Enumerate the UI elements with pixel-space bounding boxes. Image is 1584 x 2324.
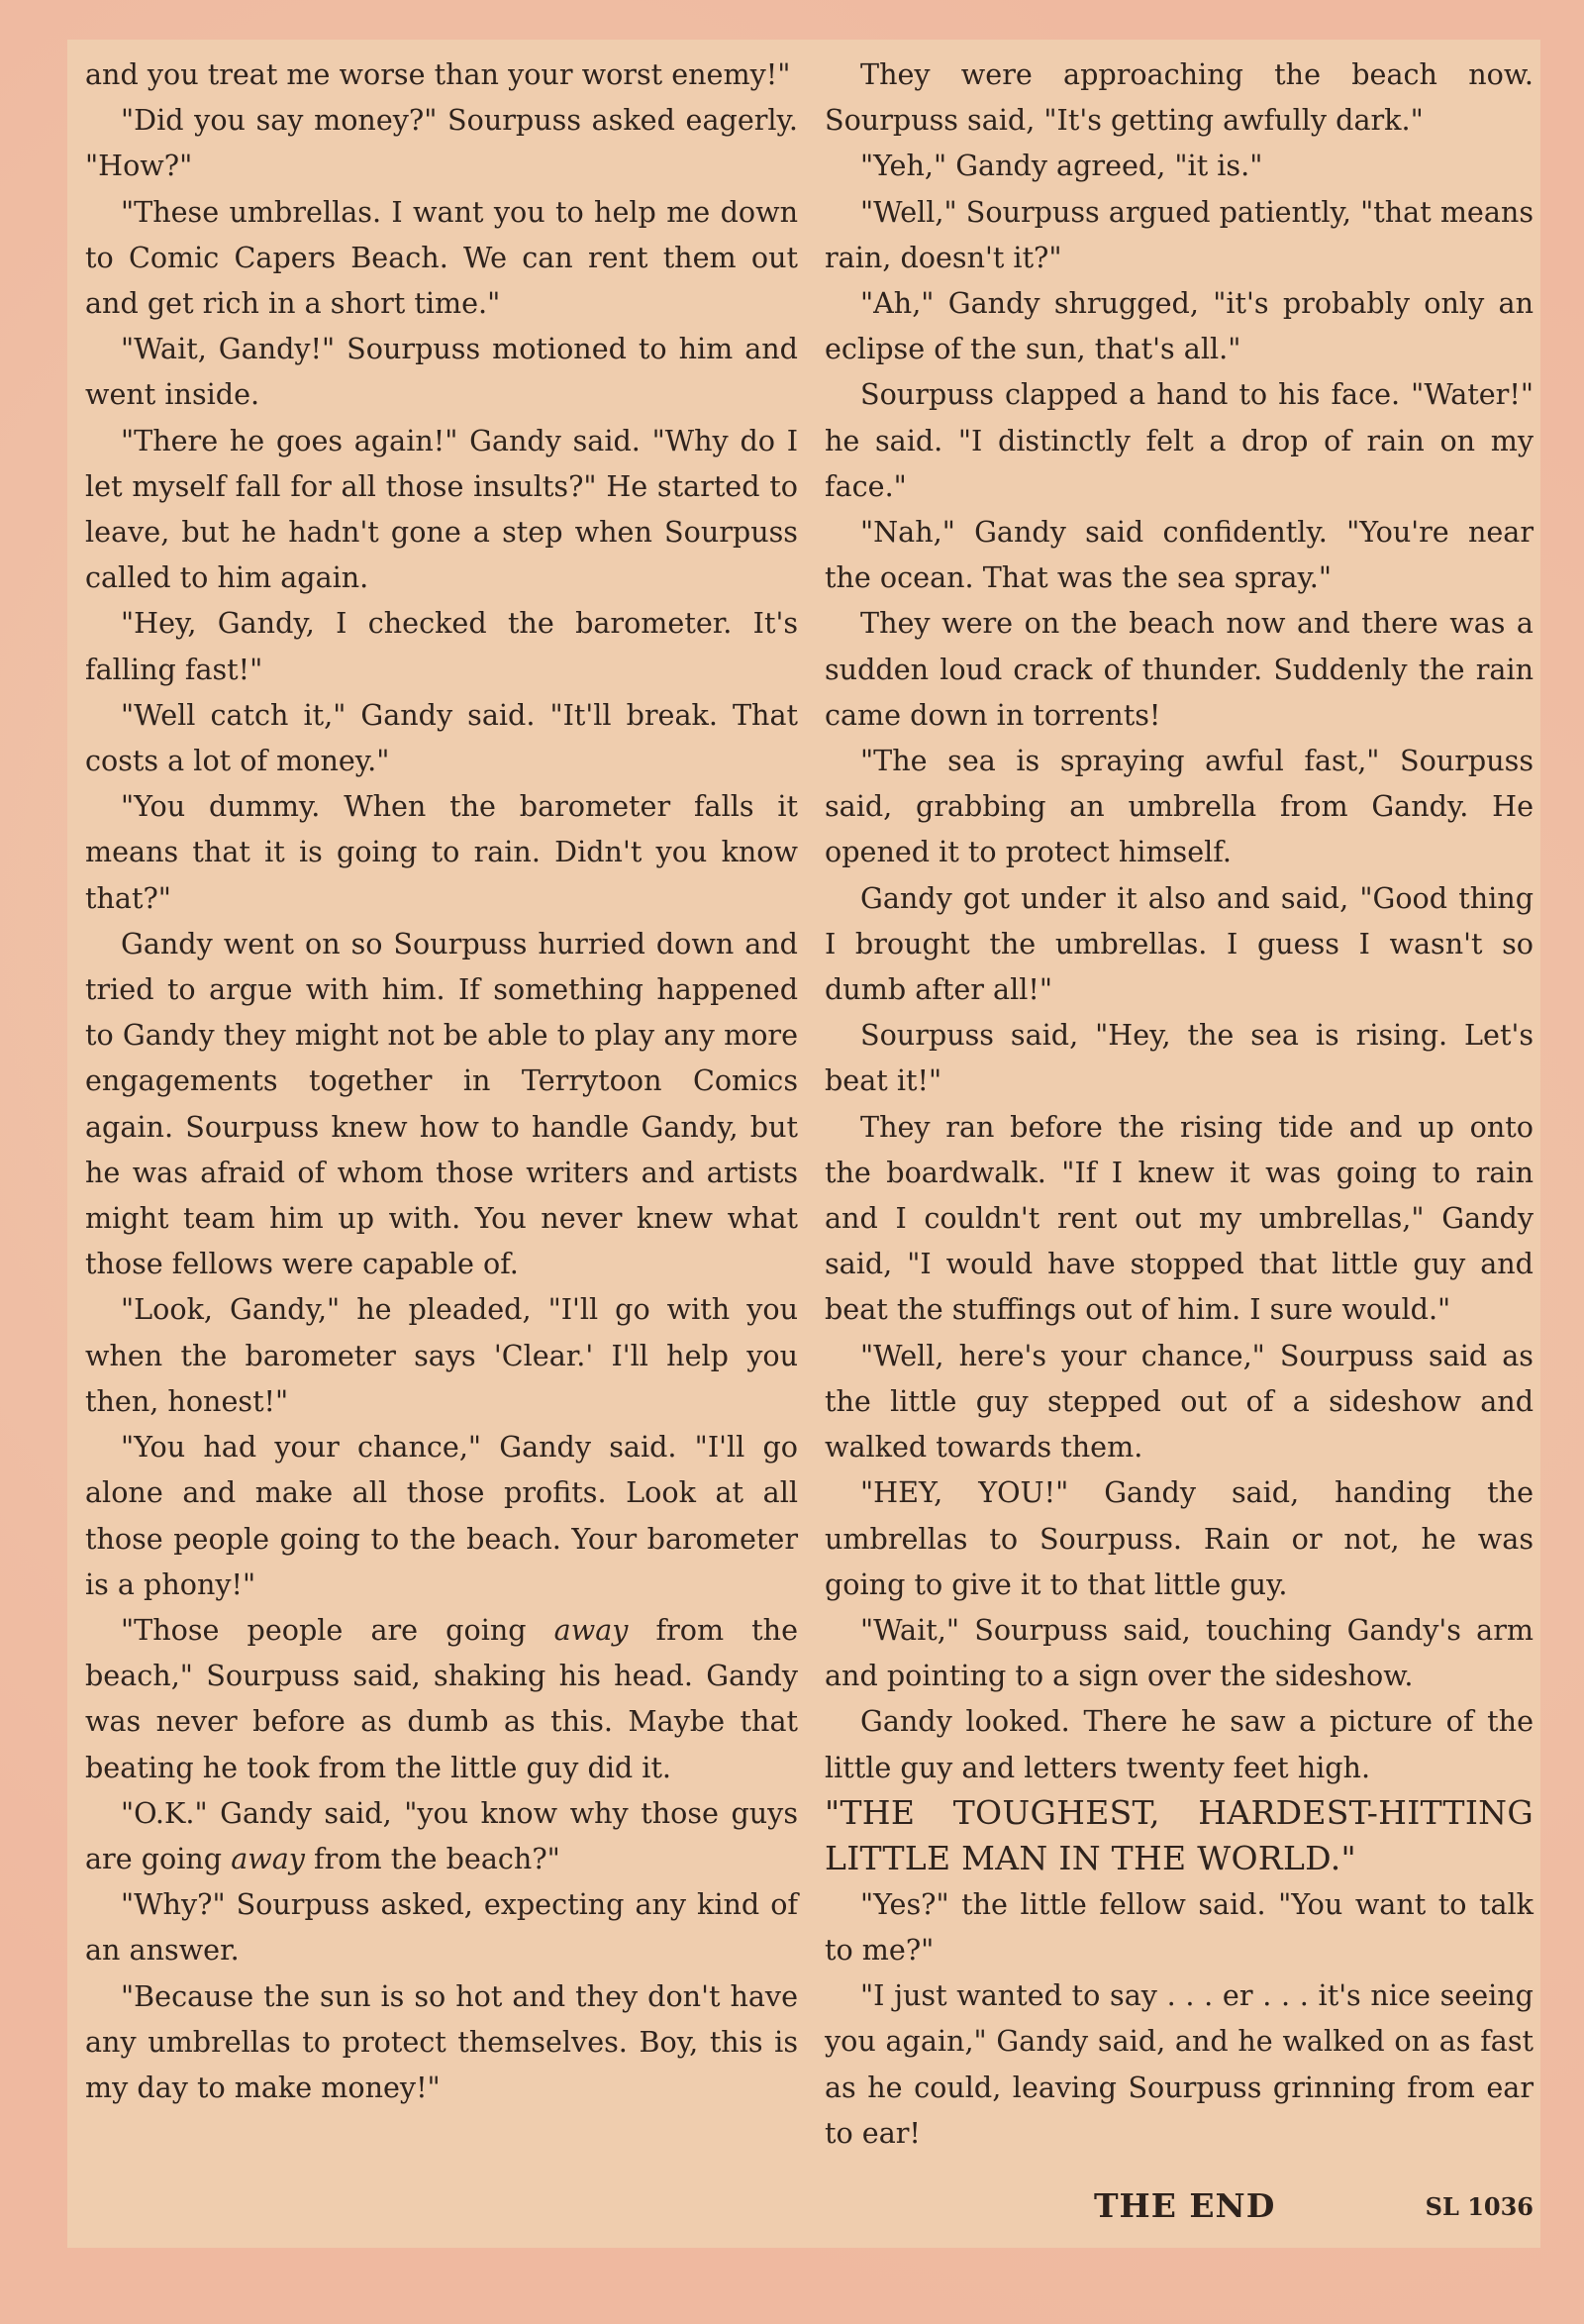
paragraph: and you treat me worse than your worst enemy!" [85, 57, 791, 91]
paragraph: "Yeh," Gandy agreed, "it is." [860, 149, 1263, 183]
text-span: "Those people are going [121, 1612, 554, 1647]
story-code: SL 1036 [1425, 2192, 1534, 2221]
paragraph: "Well catch it," Gandy said. "It'll break. That costs a lot of money." [85, 697, 798, 778]
text-span: "O.K." Gandy said, "you know why those guys are going [85, 1795, 798, 1875]
right-column [825, 51, 1534, 2156]
paragraph: "Hey, Gandy, I checked the barometer. It's falling fast!" [85, 606, 798, 686]
paragraph: "Well, here's your chance," Sourpuss said as the little guy stepped out of a sideshow and walked towards them. [825, 1338, 1534, 1465]
paragraph: They were approaching the beach now. Sourpuss said, "It's getting awfully dark." [825, 57, 1534, 138]
left-column [85, 51, 798, 2110]
paragraph: "Because the sun is so hot and they don't have any umbrellas to protect themselves. Boy, this is my day to make money!" [85, 1978, 798, 2104]
paragraph: "Did you say money?" Sourpuss asked eagerly. "How?" [85, 103, 798, 183]
paragraph: "You had your chance," Gandy said. "I'll go alone and make all those profits. Look at all those people going to the beach. Your barometer is a phony!" [85, 1430, 798, 1601]
paragraph: "Why?" Sourpuss asked, expecting any kind of an answer. [85, 1887, 798, 1968]
paragraph [85, 1790, 798, 1881]
footer [825, 2186, 1534, 2236]
paragraph: "Ah," Gandy shrugged, "it's probably only an eclipse of the sun, that's all." [825, 286, 1534, 366]
paragraph: They ran before the rising tide and up onto the boardwalk. "If I knew it was going to rain and I couldn't rent out my umbrellas," Gandy said, "I would have stopped that little guy and beat the stuffings out of him. I sure would." [825, 1109, 1534, 1327]
paragraph: "Wait," Sourpuss said, touching Gandy's arm and pointing to a sign over the sideshow. [825, 1612, 1534, 1693]
paragraph: "You dummy. When the barometer falls it means that it is going to rain. Didn't you know that?" [85, 789, 798, 915]
text-span: from the beach," Sourpuss said, shaking his head. Gandy was never before as dumb as this. Maybe that beating he took from the little guy did it. [85, 1612, 799, 1784]
paragraph [85, 1607, 798, 1790]
paragraph: "Look, Gandy," he pleaded, "I'll go with you when the barometer says 'Clear.' I'll help you then, honest!" [85, 1292, 798, 1418]
paragraph: "The sea is spraying awful fast," Sourpuss said, grabbing an umbrella from Gandy. He opened it to protect himself. [825, 744, 1534, 869]
paragraph: "I just wanted to say . . . er . . . it's nice seeing you again," Gandy said, and he walked on as fast as he could, leaving Sourpuss grinning from ear to ear! [825, 1978, 1534, 2150]
paragraph: "Well," Sourpuss argued patiently, "that means rain, doesn't it?" [825, 194, 1534, 274]
the-end-label: THE END [1094, 2186, 1276, 2225]
paragraph: "Nah," Gandy said confidently. "You're near the ocean. That was the sea spray." [825, 515, 1534, 595]
paragraph: Sourpuss said, "Hey, the sea is rising. Let's beat it!" [825, 1018, 1534, 1098]
paragraph: They were on the beach now and there was a sudden loud crack of thunder. Suddenly the rain came down in torrents! [825, 606, 1534, 732]
paragraph: "Yes?" the little fellow said. "You want to talk to me?" [825, 1886, 1534, 1967]
paragraph: "These umbrellas. I want you to help me down to Comic Capers Beach. We can rent them out and get rich in a short time." [85, 194, 798, 321]
paragraph: "Wait, Gandy!" Sourpuss motioned to him and went inside. [85, 332, 798, 412]
text-span: from the beach?" [304, 1841, 560, 1875]
emphasis: away [231, 1841, 305, 1875]
paragraph: "HEY, YOU!" Gandy said, handing the umbrellas to Sourpuss. Rain or not, he was going to give it to that little guy. [825, 1475, 1534, 1601]
paragraph: Gandy got under it also and said, "Good thing I brought the umbrellas. I guess I wasn't so dumb after all!" [825, 880, 1534, 1007]
paragraph: Gandy looked. There he saw a picture of the little guy and letters twenty feet high. [825, 1704, 1534, 1784]
sign-text: "THE TOUGHEST, HARDEST-HITTING LITTLE MAN IN THE WORLD." [825, 1792, 1534, 1877]
emphasis: away [553, 1612, 629, 1647]
paragraph: Sourpuss clapped a hand to his face. "Water!" he said. "I distinctly felt a drop of rain on my face." [825, 377, 1534, 503]
paragraph: Gandy went on so Sourpuss hurried down and tried to argue with him. If something happened to Gandy they might not be able to play any more engagements together in Terrytoon Comics again. Sourpuss knew how to handle Gandy, but he was afraid of whom those writers and artists might team him up with. You never knew what those fellows were capable of. [85, 926, 798, 1281]
paragraph: "There he goes again!" Gandy said. "Why do I let myself fall for all those insults?" He started to leave, but he hadn't gone a step when Sourpuss called to him again. [85, 423, 798, 595]
